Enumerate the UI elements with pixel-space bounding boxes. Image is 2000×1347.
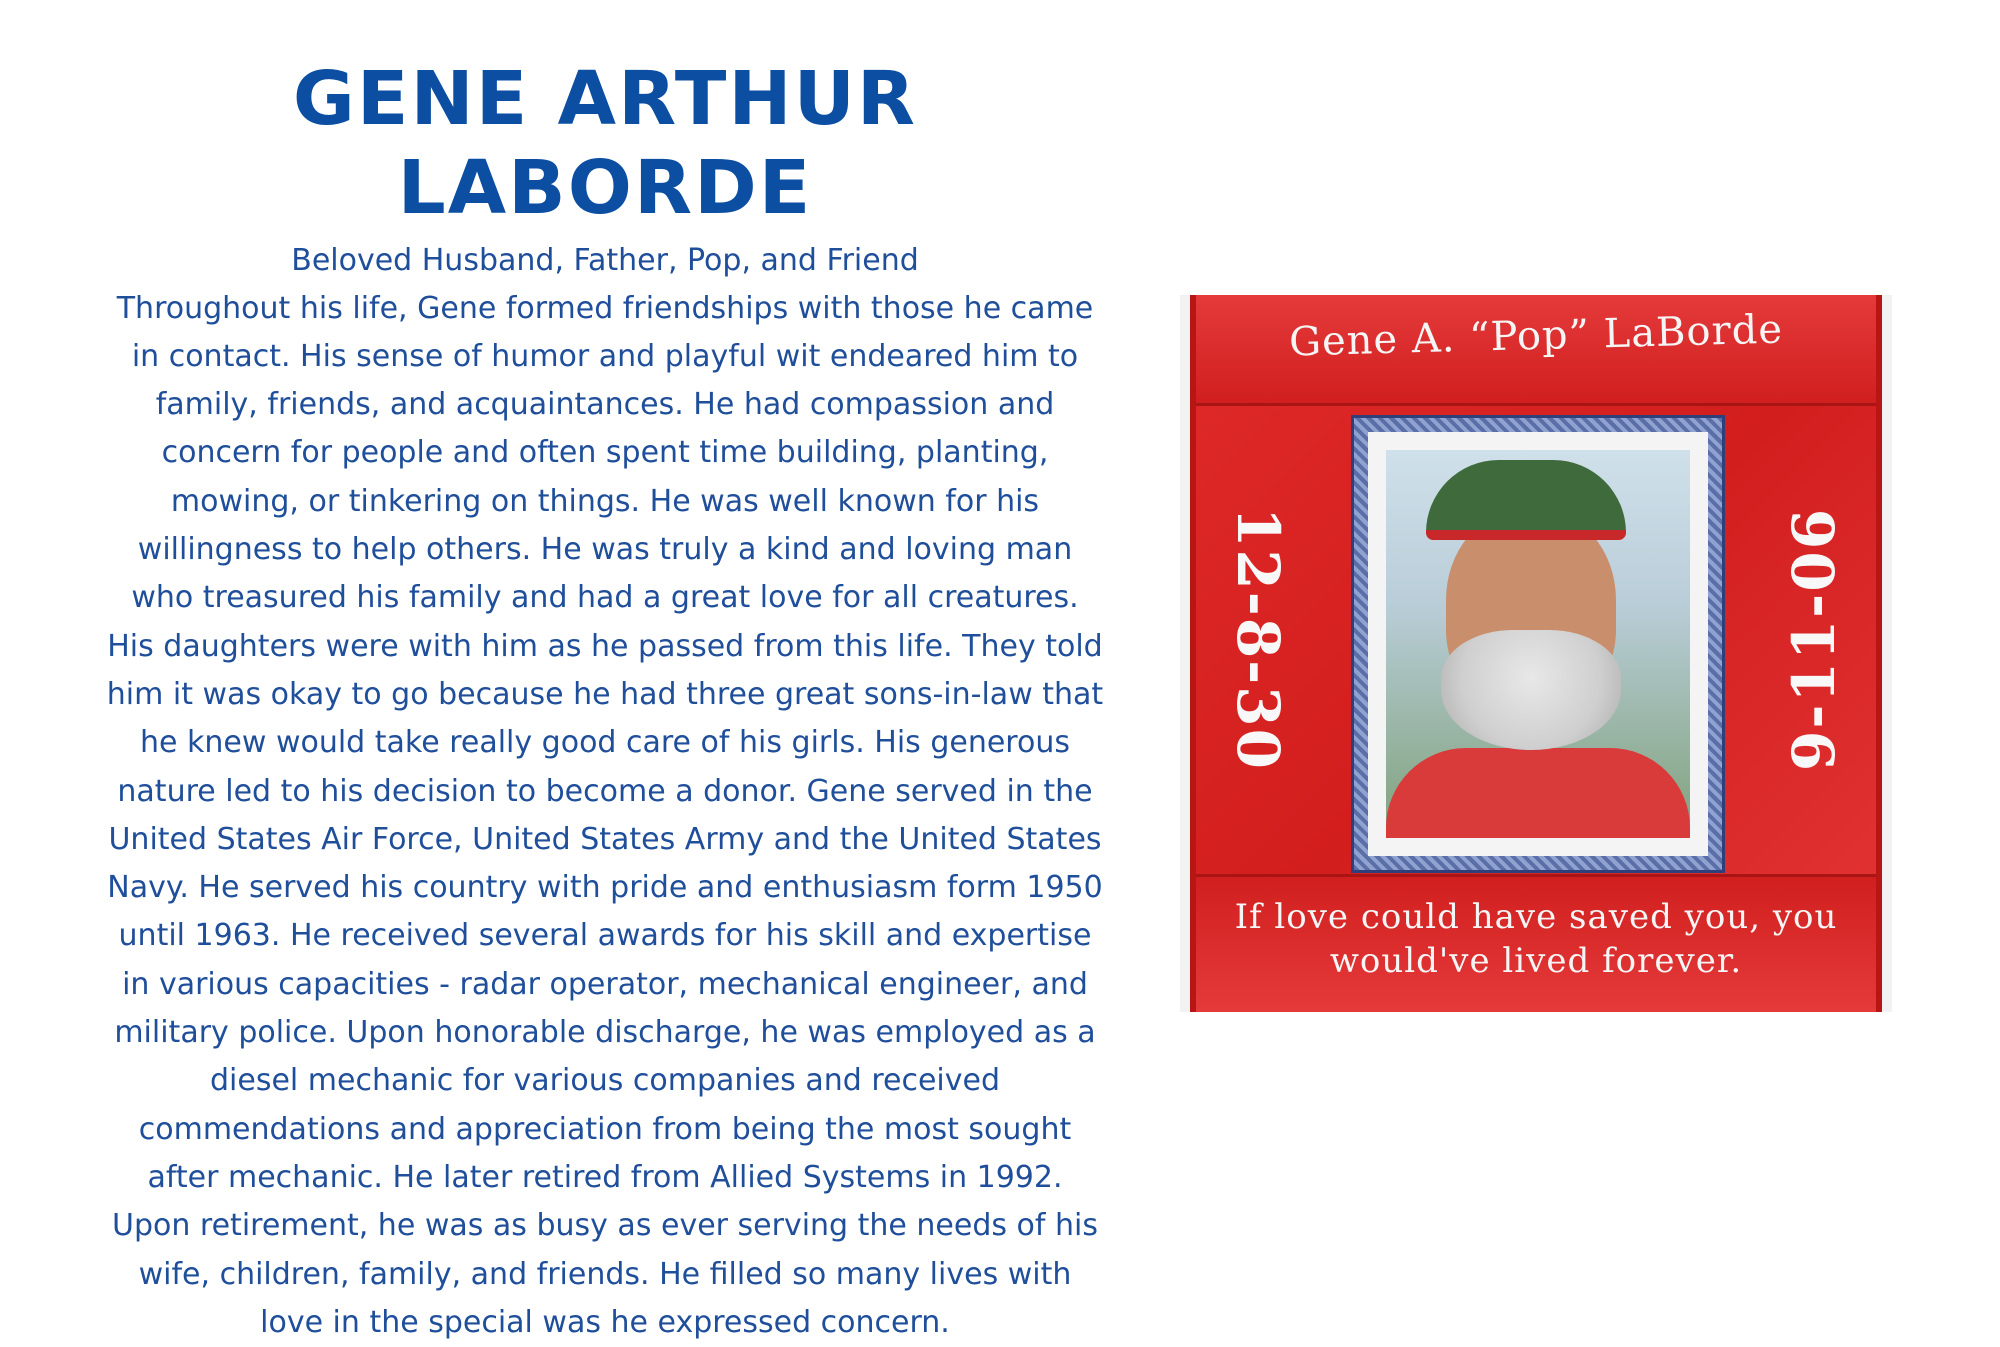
- portrait-cap: [1426, 460, 1626, 540]
- quilt-birth-date: 12-8-30: [1223, 507, 1292, 771]
- subtitle: Beloved Husband, Father, Pop, and Friend: [291, 242, 919, 278]
- portrait-beard: [1441, 630, 1621, 750]
- memorial-text: [100, 55, 1110, 1347]
- portrait-image: [1386, 450, 1690, 838]
- portrait-shirt: [1386, 748, 1690, 838]
- quilt-panel: [1190, 295, 1882, 1012]
- memorial-quilt-photo: [1180, 295, 1892, 1012]
- quilt-quote: If love could have saved you, you would've lived forever.: [1234, 897, 1838, 981]
- quilt-bottom-band: [1196, 874, 1876, 1012]
- quilt-name: Gene A. “Pop” LaBorde: [1288, 306, 1784, 366]
- quilt-top-band: [1196, 295, 1876, 406]
- portrait-frame: [1351, 415, 1725, 873]
- quilt-death-date: 9-11-06: [1780, 507, 1849, 771]
- biography: Throughout his life, Gene formed friendships with those he came in contact. His sense of humor and playful wit endeared him to family, friends, and acquaintances. He had compassion and concern for people and often spent time building, planting, mowing, or tinkering on things. He was well known for his willingness to help others. He was truly a kind and loving man who treasured his family and had a great love for all creatures. His daughters were with him as he passed from this life. They told him it was okay to go because he had three great sons-in-law that he knew would take really good care of his girls. His generous nature led to his decision to become a donor. Gene served in the United States Air Force, United States Army and the United States Navy. He served his country with pride and enthusiasm form 1950 until 1963. He received several awards for his skill and expertise in various capacities - radar operator, mechanical engineer, and military police. Upon honorable discharge, he was employed as a diesel mechanic for various companies and received commendations and appreciation from being the most sought after mechanic. He later retired from Allied Systems in 1992. Upon retirement, he was as busy as ever serving the needs of his wife, children, family, and friends. He filled so many lives with love in the special was he expressed concern.: [106, 290, 1104, 1340]
- portrait-mat: [1368, 432, 1708, 856]
- page-title: GENE ARTHUR LABORDE: [292, 56, 918, 231]
